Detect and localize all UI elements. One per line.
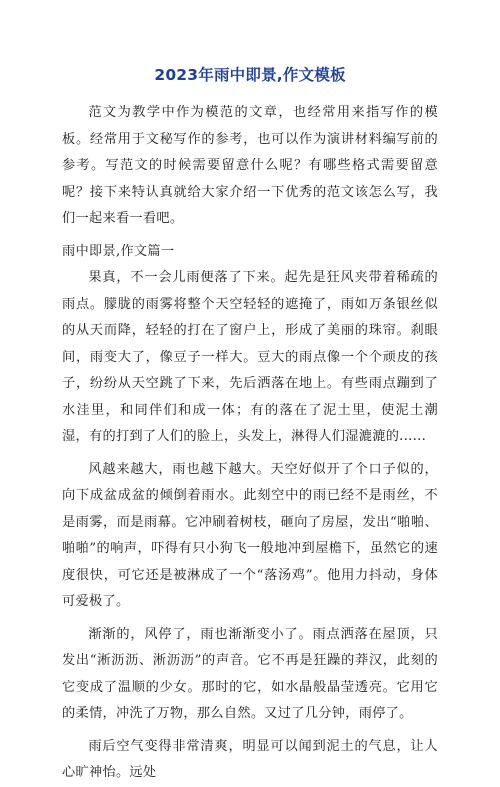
body-paragraph-3: 渐渐的，风停了，雨也渐渐变小了。雨点洒落在屋顶，只发出“淅沥沥、淅沥沥”的声音。它不再是狂躁的莽汉，此刻的它变成了温顺的少女。那时的它，如水晶般晶莹透亮。它用它的柔情，冲洗了万物，那么自然。又过了几分钟，雨停了。 [62,626,438,721]
body-paragraph-4: 雨后空气变得非常清爽，明显可以闻到泥土的气息，让人心旷神怡。远处 [62,738,438,780]
body-paragraph-1: 果真，不一会儿雨便落了下来。起先是狂风夹带着稀疏的雨点。朦胧的雨雾将整个天空轻轻的遮掩了，雨如万条银丝似的从天而降，轻轻的打在了窗户上，形成了美丽的珠帘。刹眼间，雨变大了，像豆子一样大。豆大的雨点像一个个顽皮的孩子，纷纷从天空跳了下来，先后洒落在地上。有些雨点蹦到了水洼里，和同伴们和成一体；有的落在了泥土里，使泥土潮湿，有的打到了人们的脸上，头发上，淋得人们湿漉漉的...... [62,270,438,444]
document-title: 2023年雨中即景,作文模板 [154,66,346,84]
intro-paragraph: 范文为教学中作为模范的文章，也经常用来指写作的模板。经常用于文秘写作的参考，也可以作为演讲材料编写前的参考。写范文的时候需要留意什么呢？有哪些格式需要留意呢？接下来特认真就给大家介绍一下优秀的范文该怎么写，我们一起来看一看吧。 [62,105,438,226]
section-heading: 雨中即景,作文篇一 [62,243,175,259]
body-paragraph-2: 风越来越大，雨也越下越大。天空好似开了个口子似的，向下成盆成盆的倾倒着雨水。此刻空中的雨已经不是雨丝，不是雨雾，而是雨幕。它冲刷着树枝，砸向了房屋，发出“啪啪、啪啪”的响声，吓得有只小狗飞一般地冲到屋檐下，虽然它的速度很快，可它还是被淋成了一个“落汤鸡”。他用力抖动，身体可爱极了。 [62,461,438,609]
